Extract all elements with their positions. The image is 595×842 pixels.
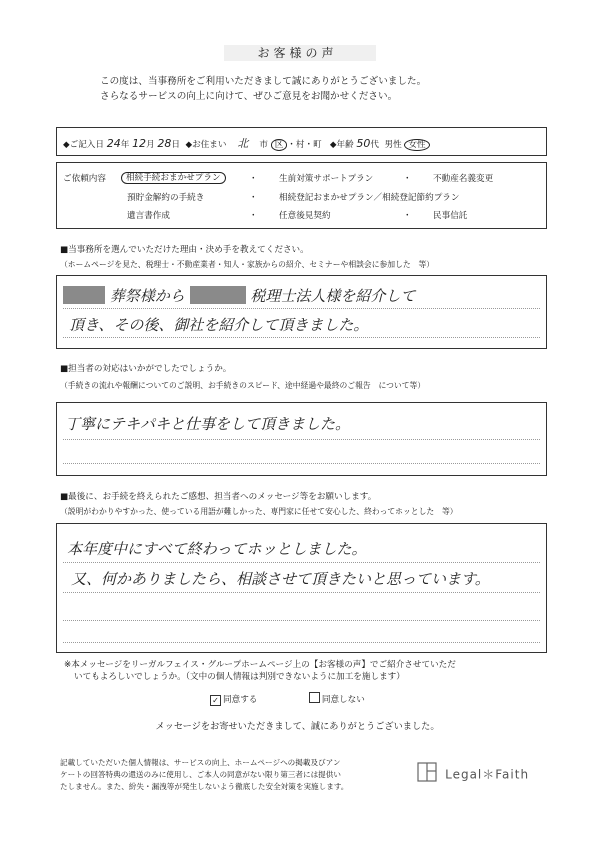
consent-note-line-2: いてもよろしいでしょうか。（文中の個人情報は判別できないように加工を施します） (74, 672, 405, 682)
page-title: お客様の声 (257, 46, 338, 60)
q3-ruled-line-3 (63, 620, 540, 621)
q1-answer-line-2: 頂き、その後、御社を紹介して頂きました。 (69, 316, 369, 334)
agree-checkbox[interactable]: ✓ (210, 695, 221, 706)
option-minji-shintaku[interactable]: 民事信託 (433, 211, 468, 221)
disagree-label: 同意しない (321, 695, 365, 705)
q1-answer-line-1a: 葬祭様から (109, 287, 185, 305)
q1-answer-box[interactable] (56, 275, 547, 349)
privacy-line-2: ケートの回答特典の還送のみに使用し、ご本人の同意がない限り第三者には提供い (60, 770, 341, 779)
request-box (56, 162, 547, 229)
month-value[interactable]: 12 (132, 137, 147, 150)
date-label: ◆ご記入日 (63, 140, 104, 150)
info-row (63, 135, 430, 151)
q3-ruled-line-1 (63, 562, 540, 563)
q1-ruled-line-1 (63, 308, 540, 309)
privacy-notice (60, 757, 348, 793)
redacted-block-1 (63, 286, 105, 304)
logo-mark-icon (416, 760, 440, 788)
agree-label: 同意する (223, 695, 258, 705)
q1-answer-line-1b: 税理士法人様を紹介して (250, 287, 416, 305)
bullet-5: ・ (403, 211, 412, 221)
month-unit: 月 (146, 140, 155, 150)
q3-ruled-line-4 (63, 642, 540, 643)
bullet-1: ・ (249, 174, 258, 184)
q3-answer-line-2: 又、何かありましたら、相談させて頂きたいと思っています。 (71, 570, 490, 588)
consent-options (210, 692, 365, 706)
q3-answer-box[interactable] (56, 523, 547, 653)
ward-circled[interactable]: 区 (271, 139, 288, 151)
logo-text: Legal＊Faith (445, 767, 530, 782)
q1-title: ■当事務所を選んでいただけた理由・決め手を教えてください。 (60, 245, 309, 255)
q3-title: ■最後に、お手続を終えられたご感想、担当者へのメッセージ等をお願いします。 (60, 492, 377, 502)
consent-note-line-1: ※本メッセージをリーガルフェイス・グループホームページ上の【お客様の声】でご紹介させていただ (64, 660, 456, 670)
thanks-message: メッセージをお寄せいただきまして、誠にありがとうございました。 (155, 721, 440, 732)
intro-text (100, 74, 426, 104)
bullet-4: ・ (249, 211, 258, 221)
q3-ruled-line-2 (63, 592, 540, 593)
option-nini-kouken[interactable]: 任意後見契約 (279, 211, 331, 221)
q2-answer-line-1: 丁寧にテキパキと仕事をして頂きました。 (65, 415, 351, 433)
day-unit: 日 (171, 140, 181, 150)
q2-title: ■担当者の対応はいかがでしたでしょうか。 (60, 364, 232, 374)
legal-faith-logo (416, 760, 529, 788)
day-value[interactable]: 28 (157, 137, 172, 150)
village-town: ・村・町 (287, 140, 322, 150)
q2-sub: （手続きの流れや報酬についてのご説明、お手続きのスピード、途中経過や最終のご報告 について等） (60, 381, 426, 390)
age-unit: 代 (370, 140, 380, 150)
consent-note (64, 658, 456, 682)
redacted-block-2 (190, 286, 246, 304)
option-souzoku-omakase[interactable]: 相続手続おまかせプラン (121, 172, 226, 184)
option-yochokin[interactable]: 預貯金解約の手続き (127, 193, 205, 203)
q1-sub: （ホームページを見た、税理士・不動産業者・知人・家族からの紹介、セミナーや相談会に参加した 等） (60, 260, 435, 269)
address-label: ◆お住まい (185, 140, 227, 150)
bullet-3: ・ (249, 193, 258, 203)
male-option[interactable]: 男性 (384, 140, 402, 150)
q1-ruled-line-2 (63, 337, 540, 338)
q3-sub: （説明がわかりやすかった、使っている用語が難しかった、専門家に任せて安心した、終わってホッとした 等） (60, 507, 458, 516)
info-box (56, 127, 547, 156)
bullet-2: ・ (403, 174, 412, 184)
year-unit: 年 (120, 140, 130, 150)
privacy-line-1: 記載していただいた個人情報は、サービスの向上、ホームページへの掲載及びアン (60, 758, 341, 767)
q2-answer-box[interactable] (56, 402, 547, 476)
year-value[interactable]: 24 (106, 137, 121, 150)
option-seizen-taisaku[interactable]: 生前対策サポートプラン (279, 174, 374, 184)
age-label: ◆年齢 (329, 140, 354, 150)
q1-answer-line-1 (63, 285, 415, 306)
q2-ruled-line-2 (63, 463, 540, 464)
q3-answer-line-1: 本年度中にすべて終わってホッとしました。 (67, 540, 367, 558)
option-fudosan-meigi[interactable]: 不動産名義変更 (433, 174, 494, 184)
request-label: ご依頼内容 (63, 174, 106, 184)
privacy-line-3: たしません。また、紛失・漏洩等が発生しないよう徹底した安全対策を実施します。 (60, 782, 349, 791)
q2-ruled-line-1 (63, 439, 540, 440)
age-value[interactable]: 50 (356, 137, 371, 150)
option-souzoku-touki[interactable]: 相続登記おまかせプラン／相続登記節約プラン (279, 193, 460, 203)
city-value[interactable]: 北 (237, 137, 249, 150)
city-unit: 市 (259, 140, 268, 150)
disagree-checkbox[interactable] (309, 692, 320, 703)
option-yuigon[interactable]: 遺言書作成 (127, 211, 170, 221)
female-option-circled[interactable]: 女性 (404, 139, 429, 151)
intro-line-1: この度は、当事務所をご利用いただきまして誠にありがとうございました。 (100, 76, 427, 87)
intro-line-2: さらなるサービスの向上に向けて、ぜひご意見をお聞かせください。 (100, 91, 398, 102)
